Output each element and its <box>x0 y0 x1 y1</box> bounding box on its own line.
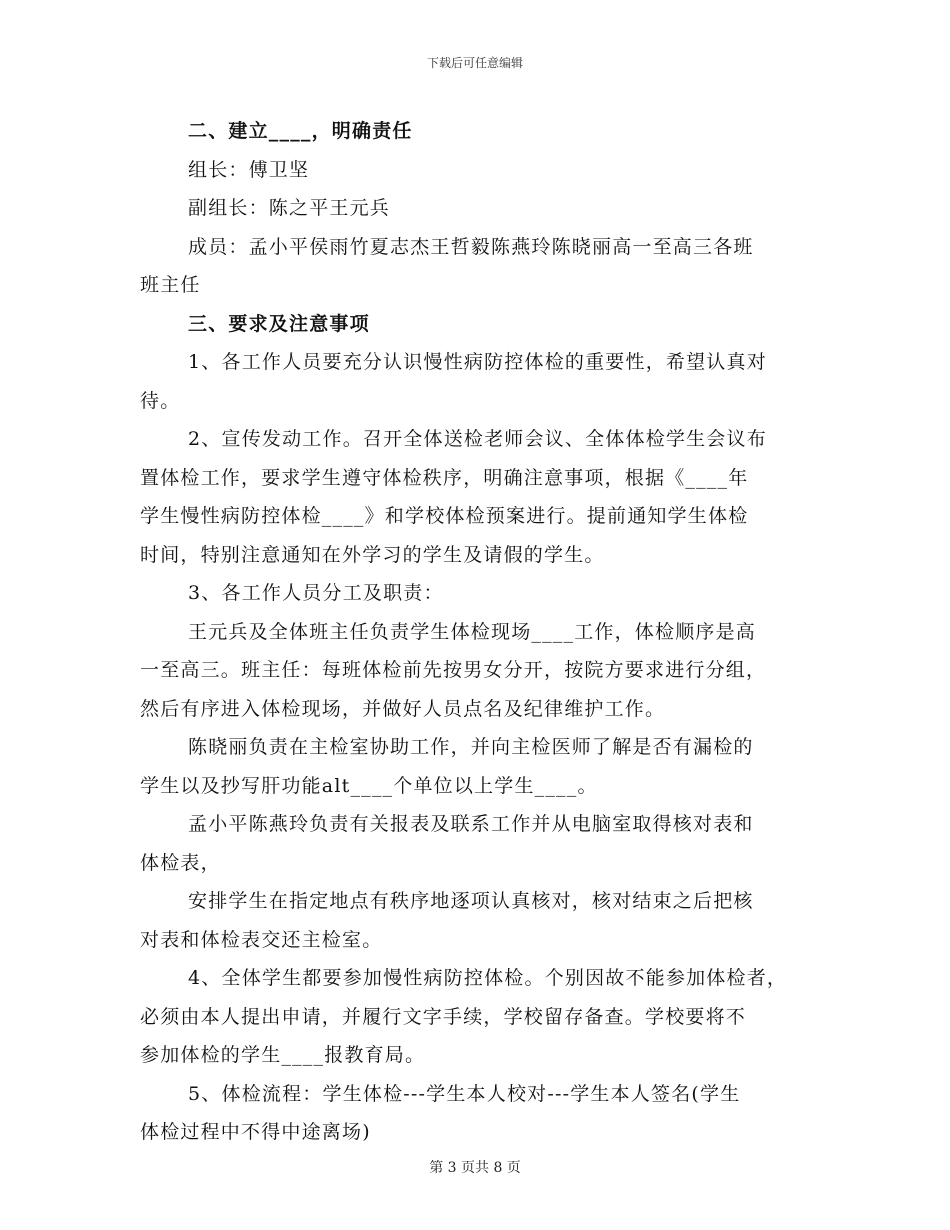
document-body <box>140 112 810 1152</box>
text-line: 王元兵及全体班主任负责学生体检现场____工作，体检顺序是高 <box>188 620 757 643</box>
page-footer: 第 3 页共 8 页 <box>429 1160 521 1176</box>
section-heading: 二、建立____，明确责任 <box>188 120 413 142</box>
text-line: 待。 <box>140 389 181 412</box>
text-line: 2、宣传发动工作。召开全体送检老师会议、全体体检学生会议布 <box>188 428 767 450</box>
page-header: 下载后可任意编辑 <box>426 56 523 70</box>
section-heading: 三、要求及注意事项 <box>188 312 370 335</box>
text-line: 5、体检流程：学生体检---学生本人校对---学生本人签名(学生 <box>188 1082 741 1105</box>
text-line: 安排学生在指定地点有秩序地逐项认真核对，核对结束之后把核 <box>188 890 754 912</box>
text-line: 孟小平陈燕玲负责有关报表及联系工作并从电脑室取得核对表和 <box>188 813 754 835</box>
text-line: 陈晓丽负责在主检室协助工作，并向主检医师了解是否有漏检的 <box>188 736 754 758</box>
text-line: 体检过程中不得中途离场) <box>140 1121 371 1143</box>
text-line: 然后有序进入体检现场，并做好人员点名及纪律维护工作。 <box>140 697 666 720</box>
text-line: 1、各工作人员要充分认识慢性病防控体检的重要性，希望认真对 <box>188 351 767 373</box>
text-line: 一至高三。班主任：每班体检前先按男女分开，按院方要求进行分组， <box>140 659 767 681</box>
text-line: 时间，特别注意通知在外学习的学生及请假的学生。 <box>140 543 605 566</box>
text-line: 副组长：陈之平王元兵 <box>188 197 391 219</box>
text-line: 参加体检的学生____报教育局。 <box>140 1044 426 1066</box>
text-line: 学生慢性病防控体检____》和学校体检预案进行。提前通知学生体检 <box>140 505 749 527</box>
text-line: 学生以及抄写肝功能alt____个单位以上学生____。 <box>140 774 598 797</box>
text-line: 体检表， <box>140 851 221 874</box>
text-line: 必须由本人提出申请，并履行文字手续，学校留存备查。学校要将不 <box>140 1005 747 1028</box>
text-line: 组长：傅卫坚 <box>188 158 310 181</box>
text-line: 成员：孟小平侯雨竹夏志杰王哲毅陈燕玲陈晓丽高一至高三各班 <box>188 235 754 258</box>
text-line: 置体检工作，要求学生遵守体检秩序，明确注意事项，根据《____年 <box>140 466 749 489</box>
text-line: 3、各工作人员分工及职责： <box>188 582 444 604</box>
text-line: 班主任 <box>140 274 201 296</box>
text-line: 对表和体检表交还主检室。 <box>140 928 383 951</box>
text-line: 4、全体学生都要参加慢性病防控体检。个别因故不能参加体检者， <box>188 967 788 989</box>
